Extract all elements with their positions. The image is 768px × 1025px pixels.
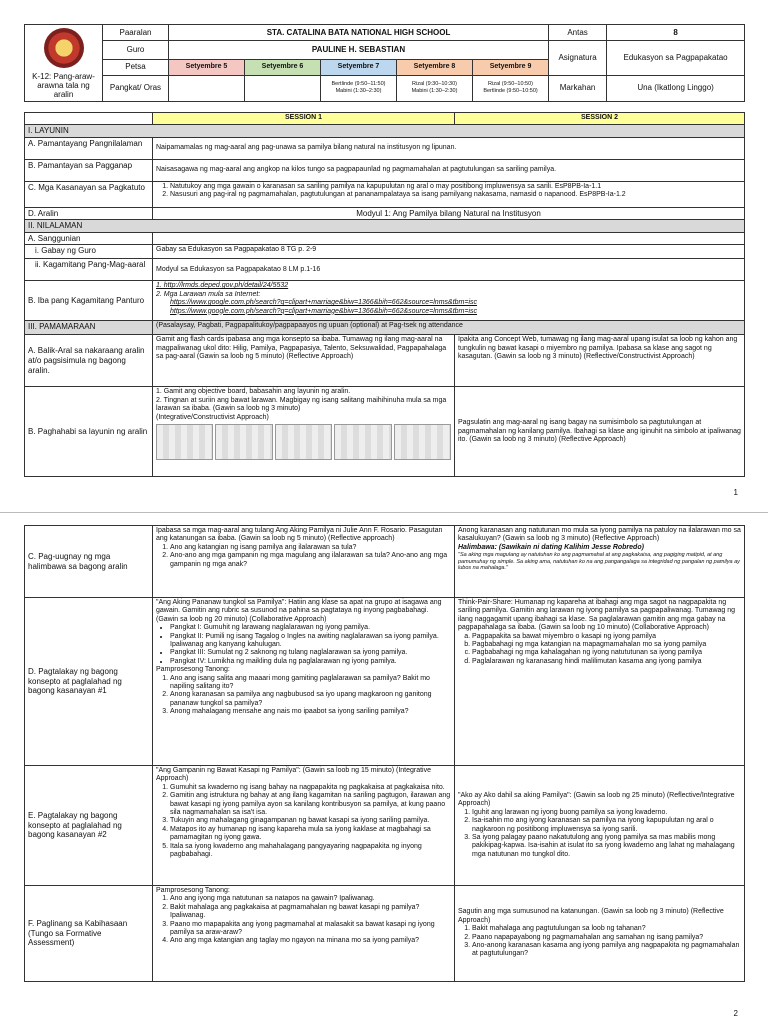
gabay-guro-label: i. Gabay ng Guro [25, 245, 153, 259]
pamprosesong-tanong-label: Pamprosesong Tanong: [156, 666, 230, 674]
antas-value: 8 [607, 25, 745, 41]
pagtalakay-2-label: E. Pagtalakay ng bagong konsepto at paglalahad ng bagong kasanayan #2 [25, 766, 153, 886]
session-2-header: SESSION 2 [455, 113, 745, 125]
date-3: Setyembre 7 [321, 59, 397, 75]
paglinang-item: 3. Paano mo mapapakita ang iyong pagmamahal at malasakit sa bawat kasapi ng iyong pamilya sa araw-araw? [170, 921, 451, 938]
paghahabi-label: B. Paghahabi sa layunin ng aralin [25, 387, 153, 477]
pamamaraan-note: (Pasalaysay, Pagbati, Pagpapalitukoy/pagpapaayos ng upuan (optional) at Pag-tsek ng attendance [153, 321, 745, 335]
nilalaman-heading: II. NILALAMAN [25, 220, 745, 233]
session-1-header: SESSION 1 [153, 113, 455, 125]
pag-uugnay-s2-text: Anong karanasan ang natutunan mo mula sa iyong pamilya na patuloy na ilalarawan mo sa kasalukuyan? (Gawin sa loob ng 3 minuto) (Reflective Approach) [458, 527, 741, 543]
tanong-item: 2. Anong karanasan sa pamilya ang nagbubusod sa iyo upang magkaroon ng ganitong pananaw tungkol sa pamilya? [170, 691, 451, 708]
gabay-guro-text: Gabay sa Edukasyon sa Pagpapakatao 8 TG p. 2-9 [153, 245, 745, 259]
family-clipart-images [156, 424, 451, 460]
lesson-table-1 [24, 112, 745, 477]
layunin-heading: I. LAYUNIN [25, 125, 745, 138]
pangkat-5: Rizal (9:50–10:50) Bertlinde (9:50–10:50) [473, 75, 549, 101]
pagtalakay-1-session-1 [153, 598, 455, 766]
gampanin-item: 4. Matapos ito ay humanap ng isang kapareha mula sa iyong kaklase at magbahagi sa pamamagitan ng iyong gawa. [170, 826, 451, 843]
lesson-table-2 [24, 525, 745, 982]
logo-cell [25, 25, 103, 102]
tanong-item: 3. Anong mahalagang mensahe ang nais mo ipaabot sa iyong sariling pamilya? [170, 708, 451, 716]
gabay-item: d. Paglalarawan ng karanasang hindi malilimutan kasama ang iyong pamilya [472, 658, 741, 666]
paglinang-s2-intro: Sagutin ang mga sumusunod na katanungan. (Gawin sa loob ng 3 minuto) (Reflective Approach) [458, 908, 724, 924]
family-image [394, 424, 451, 460]
markahan-value: Una (Ikatlong Linggo) [607, 75, 745, 101]
pagtalakay-1-label: D. Pagtalakay ng bagong konsepto at paglalahad ng bagong kasanayan #1 [25, 598, 153, 766]
pangkat-item: • Pangkat III: Sumulat ng 2 saknong ng tulang naglalarawan sa iyong pamilya. [170, 649, 451, 657]
think-pair-share-intro: Think-Pair-Share: Humanap ng kapareha at ibahagi ang mga sagot na nagpapakita ng sariling pamilya. Gamitin ang larawan ng iyong pamilya sa pagpapaliwanag. Tumawag ng ilang naggagamit upang ibahagi sa klase. Sa paglalarawan gamitin ang mga gabay na pagpapahalaga sa ibaba. (Gawin sa loob ng 10 minuto) (Collaborative Approach) [458, 599, 736, 632]
gabay-item: c. Pagbabahagi ng mga kahalagahan ng iyong natututunan sa iyong pamilya [472, 649, 741, 657]
iba-pang-kagamitan-text [153, 281, 745, 321]
balik-aral-session-1: Gamit ang flash cards ipabasa ang mga konsepto sa ibaba. Tumawag ng ilang mag-aaral na magpaliwanag ukol dito: Hilig, Pamilya, Pagpapasiya, Talento, Seksuwalidad, Pagpapahalaga sa pag-aaral (Gawin sa loob ng 5 minuto) (Reflective Approach) [153, 335, 455, 387]
quote-text: "Sa aking mga magulang ay natutuhan ko ang pagmamahal at ang pagkakaisa, ang pagiging matipid, at ang pamumuhay ng simple. Sa aking ama, natutuhan ko na ang pangangalaga sa integridad ng pangalan ng pamilya ay lubos na mahalaga." [458, 552, 740, 572]
ako-ay-ako-item: 1. Iguhit ang larawan ng iyong buong pamilya sa iyong kwaderno. [472, 809, 741, 817]
sanggunian-blank [153, 232, 745, 245]
pamantayan-pagganap-text: Naisasagawa ng mag-aaral ang angkop na kilos tungo sa pagpapaunlad ng pagmamahalan at pagtutulungan sa sariling pamilya. [153, 159, 745, 181]
quote-label: Halimbawa: (Sawikain ni dating Kalihim Jesse Robredo) [458, 543, 644, 551]
pangkat-label: Pangkat/ Oras [103, 75, 169, 101]
tanong-item: 1. Ano ang isang salita ang maaari mong gamiting paglalarawan sa pamilya? Bakit mo napiling salitang ito? [170, 675, 451, 692]
pag-uugnay-session-2 [455, 526, 745, 598]
paglinang-s2-item: 3. Ano-anong karanasan kasama ang iyong pamilya ang nagpapakita ng pagmamahalan at pagtutulungan? [472, 942, 741, 959]
paglinang-session-1 [153, 886, 455, 982]
pag-uugnay-label: C. Pag-uugnay ng mga halimbawa sa bagong aralin [25, 526, 153, 598]
asignatura-label: Asignatura [549, 41, 607, 76]
header-table [24, 24, 745, 102]
family-image [334, 424, 391, 460]
pamamaraan-heading: III. PAMAMARAAN [25, 321, 153, 335]
guro-label: Guro [103, 41, 169, 60]
date-2: Setyembre 6 [245, 59, 321, 75]
antas-label: Antas [549, 25, 607, 41]
page-number: 1 [733, 488, 738, 497]
kasanayan-text [153, 181, 745, 207]
pag-uugnay-item: 2. Ano-ano ang mga gampanin ng mga magulang ang ilalarawan sa tula? Ano-ano ang mga gampanin ng mga anak? [170, 552, 451, 569]
gampanin-item: 3. Tukuyin ang mahalagang ginagampanan ng bawat kasapi sa iyong sariling pamilya. [170, 817, 451, 825]
pangkat-3: Bertlinde (9:50–11:50) Mabini (1:30–2:30) [321, 75, 397, 101]
ako-ay-ako-item: 3. Sa iyong palagay paano nakatutulong ang iyong pamilya sa mas mabilis mong pakikipag-kapwa. Isa-isahin at isulat ito sa iyong kwaderno ang lahat ng mahalagang mga natutunan mo tungkol dito. [472, 834, 741, 859]
kagamitang-mag-aaral-text: Modyul sa Edukasyon sa Pagpapakatao 8 LM p.1-16 [153, 259, 745, 281]
kasanayan-item: 1. Natutukoy ang mga gawain o karanasan sa sariling pamilya na kapupulutan ng aral o may positibong impluwensya sa sarili. EsP8PB-Ia-1.1 [170, 183, 741, 191]
balik-aral-session-2: Ipakita ang Concept Web, tumawag ng ilang mag-aaral upang isulat sa loob ng kahon ang tungkulin ng bawat kasapi o miyembro ng pamilya. Ipabasa sa klase ang sagot ng kasagutan. (Gawin sa loob ng 3 minuto) (Reflective/Constructivist Approach) [455, 335, 745, 387]
paaralan-label: Paaralan [103, 25, 169, 41]
gampanin-item: 2. Gamitin ang istruktura ng bahay at ang ilang kagamitan na sariling pagtugon, ilarawan ang bawat kasapi ng iyong pamilya ayon sa kanilang kontribusyon sa pamilya, at kung paano sila nagmamahalan sa isa't isa. [170, 792, 451, 817]
session-header-blank [25, 113, 153, 125]
date-5: Setyembre 9 [473, 59, 549, 75]
larawan-label: 2. Mga Larawan mula sa Internet: [156, 290, 261, 298]
balik-aral-label: A. Balik-Aral sa nakaraang aralin at/o pagsisimula ng bagong aralin. [25, 335, 153, 387]
paglinang-item: 4. Ano ang mga katangian ang taglay mo ngayon na minana mo sa iyong pamilya? [170, 937, 451, 945]
markahan-label: Markahan [549, 75, 607, 101]
gampanin-item: 1. Gumuhit sa kwaderno ng isang bahay na nagpapakita ng pagkakaisa at pagkakaisa nito. [170, 784, 451, 792]
date-4: Setyembre 8 [397, 59, 473, 75]
family-image [156, 424, 213, 460]
kasanayan-label: C. Mga Kasanayan sa Pagkatuto [25, 181, 153, 207]
school-seal-icon [44, 28, 84, 68]
paglinang-item: 2. Bakit mahalaga ang pagkakaisa at pagmamahalan ng bawat kasapi ng pamilya? Ipaliwanag. [170, 904, 451, 921]
paghahabi-session-1 [153, 387, 455, 477]
pangkat-item: • Pangkat IV: Lumikha ng maikling dula ng paglalarawan ng iyong pamilya. [170, 658, 451, 666]
page-2 [0, 512, 768, 1025]
gabay-item: a. Pagpapakita sa bawat miyembro o kasapi ng iyong pamilya [472, 633, 741, 641]
family-image [275, 424, 332, 460]
paglinang-tanong-label: Pamprosesong Tanong: [156, 887, 230, 894]
ako-ay-ako-intro: "Ako ay Ako dahil sa aking Pamilya": (Gawin sa loob ng 25 minuto) (Reflective/Integrative Approach) [458, 791, 735, 808]
asignatura-value: Edukasyon sa Pagpapakatao [607, 41, 745, 76]
pagtalakay-2-session-2 [455, 766, 745, 886]
page-1 [0, 0, 768, 510]
pag-uugnay-item: 1. Ano ang katangian ng isang pamilya ang ilalarawan sa tula? [170, 544, 451, 552]
paglinang-s2-item: 1. Bakit mahalaga ang pagtutulungan sa loob ng tahanan? [472, 925, 741, 933]
petsa-label: Petsa [103, 59, 169, 75]
pagtalakay-1-session-2 [455, 598, 745, 766]
family-image [215, 424, 272, 460]
pangkat-1 [169, 75, 245, 101]
pangkat-item: • Pangkat II: Pumili ng isang Tagalog o Ingles na awiting naglalarawan sa iyong pamilya. Ipaliwanag ang kanyang kahulugan. [170, 633, 451, 650]
iba-pang-kagamitan-label: B. Iba pang Kagamitang Panturo [25, 281, 153, 321]
paglinang-s2-item: 2. Paano napapayabong ng pagmamahalan ang samahan ng isang pamilya? [472, 934, 741, 942]
aralin-text: Modyul 1: Ang Pamilya bilang Natural na Institusyon [153, 207, 745, 220]
google-link-2[interactable]: https://www.google.com.ph/search?q=clipart+marriage&biw=1366&bih=662&source=lnms&tbm=isc [170, 307, 478, 315]
pamantayang-pangnilalaman-label: A. Pamantayang Pangnilalaman [25, 137, 153, 159]
kagamitang-mag-aaral-label: ii. Kagamitang Pang-Mag-aaral [25, 259, 153, 281]
pagtalakay-2-session-1 [153, 766, 455, 886]
paghahabi-session-2: Pagsulatin ang mag-aaral ng isang bagay na sumisimbolo sa pagtutulungan at pagmamahalan ng kanilang pamilya. Ibahagi sa klase ang iginuhit na simbolo at ipaliwanag ito. (Gawin sa loob ng 3 minuto) (Reflective Approach) [455, 387, 745, 477]
ako-ay-ako-item: 2. Isa-isahin mo ang iyong karanasan sa pamilya na iyong kapupulutan ng aral o nagkaroon ng positibong impluwensya sa iyong sarili. [472, 817, 741, 834]
gabay-item: b. Pagbabahagi ng mga katangian na mapagmamahalan mo sa iyong pamilya [472, 641, 741, 649]
pag-uugnay-intro: Ipabasa sa mga mag-aaral ang tulang Ang Aking Pamilya ni Julie Ann F. Rosario. Pasagutan ang katanungan sa ibaba. (Gawin sa loob ng 5 minuto) (Reflective approach) [156, 527, 443, 543]
kasanayan-item: 2. Nasusuri ang pag-iral ng pagmamahalan, pagtutulungan at pananampalataya sa isang pamilyang nakasama, namasid o napanood. EsP8PB-Ia-1.2 [170, 191, 741, 199]
aralin-label: D. Aralin [25, 207, 153, 220]
pangkat-item: • Pangkat I: Gumuhit ng larawang naglalarawan ng iyong pamilya. [170, 624, 451, 632]
guro-value: PAULINE H. SEBASTIAN [169, 41, 549, 60]
page-number: 2 [733, 1009, 738, 1018]
paglinang-session-2 [455, 886, 745, 982]
paglinang-label: F. Paglinang sa Kabihasaan (Tungo sa Formative Assessment) [25, 886, 153, 982]
sanggunian-label: A. Sanggunian [25, 232, 153, 245]
gampanin-intro: "Ang Gampanin ng Bawat Kasapi ng Pamilya": (Gawin sa loob ng 15 minuto) (Integrative Approach) [156, 767, 432, 783]
paglinang-item: 1. Ano ang iyong mga natutunan sa natapos na gawain? Ipaliwanag. [170, 895, 451, 903]
logo-caption: K-12: Pang-araw-arawna tala ng aralin [32, 72, 95, 100]
pangkat-4: Rizal (9:30–10:30) Mabini (1:30–2:30) [397, 75, 473, 101]
google-link-1[interactable]: https://www.google.com.ph/search?q=clipart+marriage&biw=1366&bih=662&source=lnms&tbm=isc [170, 299, 478, 307]
date-1: Setyembre 5 [169, 59, 245, 75]
pagtalakay-1-intro: "Ang Aking Pananaw tungkol sa Pamilya": Hatiin ang klase sa apat na grupo at isagawa ang gawain. Gamitin ang rubric sa susunod na pahina sa pagtataya ng inyong pagbabahagi. (Gawin sa loob ng 20 minuto) (Collaborative Approach) [156, 599, 442, 623]
paghahabi-text: 1. Gamit ang objective board, babasahin ang layunin ng aralin. 2. Tingnan at suriin ang bawat larawan. Magbigay ng isang salitang maihihinuha mula sa mga larawan sa ibaba. (Gawin sa loob ng 3 minuto) (Integrative/Constructivist Approach) [156, 388, 447, 421]
pangkat-2 [245, 75, 321, 101]
pag-uugnay-session-1 [153, 526, 455, 598]
gampanin-item: 5. Itala sa iyong kwaderno ang mahahalagang pangyayaring nagpapakita ng inyong pagbabahagi. [170, 843, 451, 860]
pamantayang-pangnilalaman-text: Naipamamalas ng mag-aaral ang pag-unawa sa pamilya bilang natural na institusyon ng lipunan. [153, 137, 745, 159]
lrmds-link[interactable]: 1. http://lrmds.deped.gov.ph/detail/24/5532 [156, 282, 289, 290]
pamantayan-pagganap-label: B. Pamantayan sa Pagganap [25, 159, 153, 181]
paaralan-value: STA. CATALINA BATA NATIONAL HIGH SCHOOL [169, 25, 549, 41]
